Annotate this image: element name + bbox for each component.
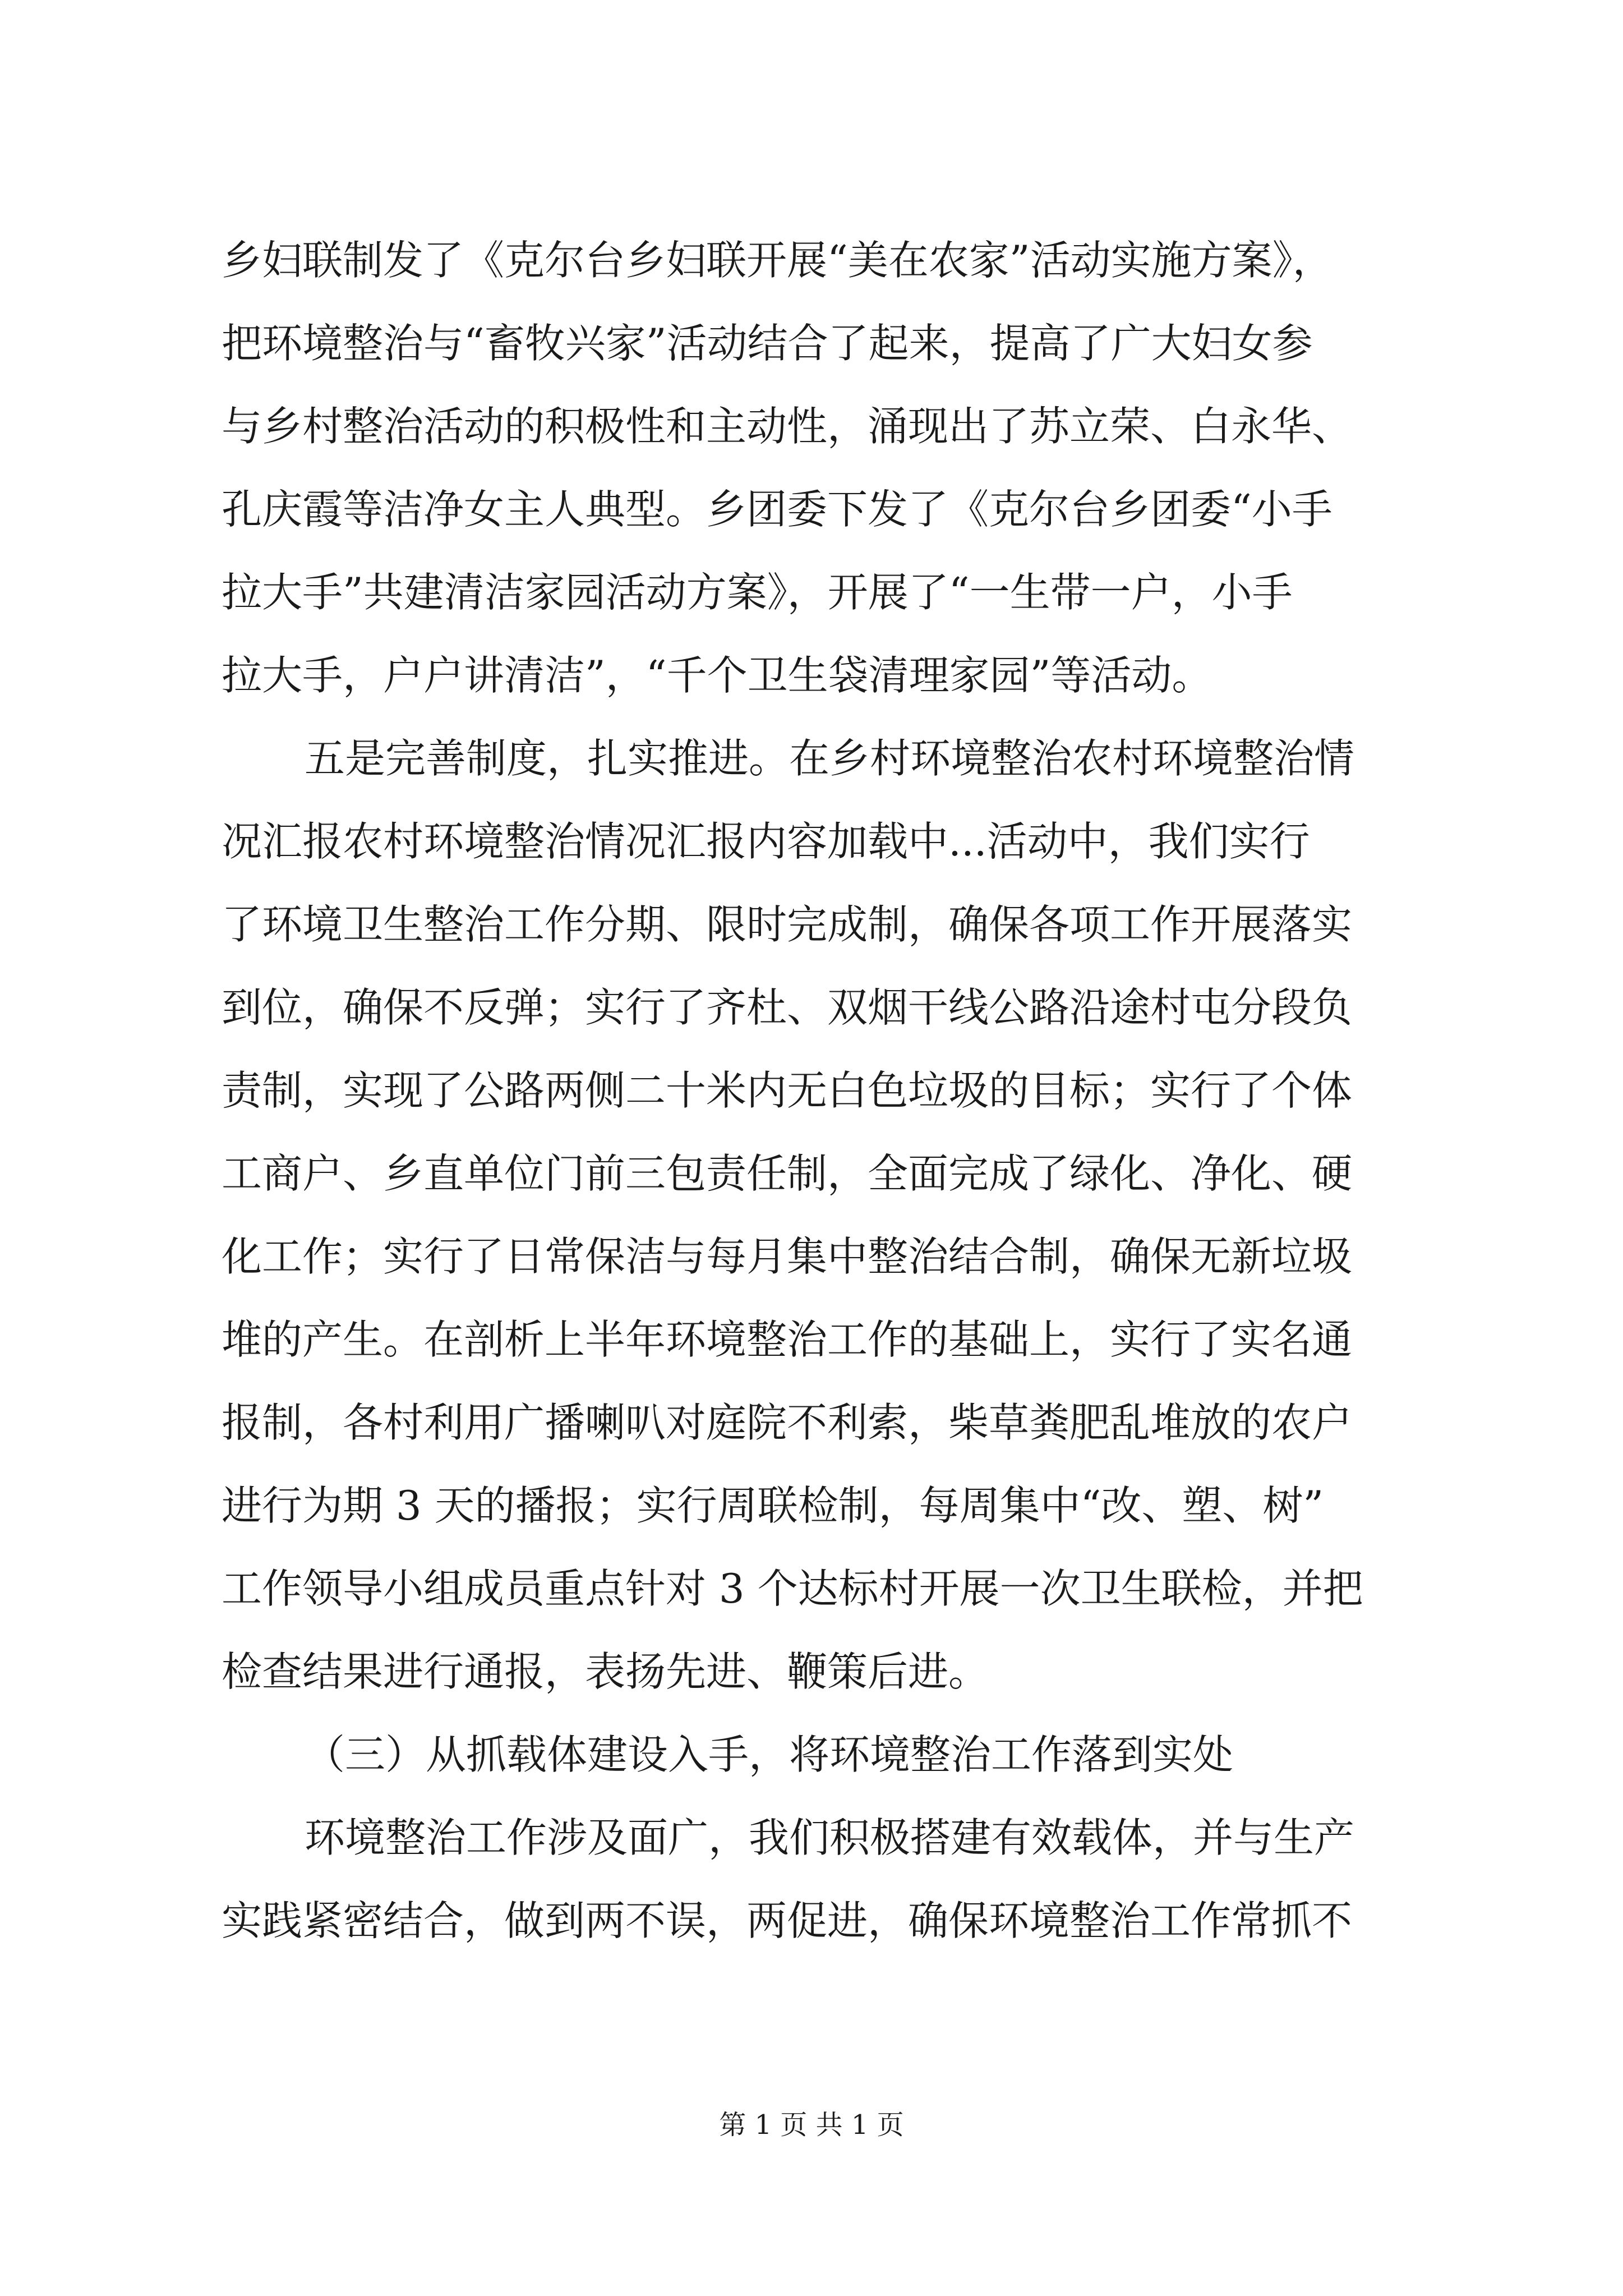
text-line: 与乡村整治活动的积极性和主动性，涌现出了苏立荣、白永华、	[222, 403, 1353, 450]
text-line: 工作领导小组成员重点针对 3 个达标村开展一次卫生联检，并把	[222, 1565, 1363, 1612]
text-line: 况汇报农村环境整治情况汇报内容加载中...活动中，我们实行	[222, 818, 1310, 865]
text-line: 了环境卫生整治工作分期、限时完成制，确保各项工作开展落实	[222, 901, 1353, 948]
text-line: 拉大手”共建清洁家园活动方案》，开展了“一生带一户，小手	[222, 569, 1293, 616]
text-line: 化工作；实行了日常保洁与每月集中整治结合制，确保无新垃圾	[222, 1233, 1353, 1280]
text-line: 孔庆霞等洁净女主人典型。乡团委下发了《克尔台乡团委“小手	[222, 486, 1332, 533]
section-heading: （三）从抓载体建设入手，将环境整治工作落到实处	[305, 1731, 1234, 1778]
text-line: 乡妇联制发了《克尔台乡妇联开展“美在农家”活动实施方案》，	[222, 237, 1333, 284]
text-line: 报制，各村利用广播喇叭对庭院不利索，柴草粪肥乱堆放的农户	[222, 1399, 1353, 1446]
text-line: 把环境整治与“畜牧兴家”活动结合了起来，提高了广大妇女参	[222, 320, 1313, 367]
document-body	[222, 219, 1433, 1962]
text-line: 责制，实现了公路两侧二十米内无白色垃圾的目标；实行了个体	[222, 1067, 1353, 1114]
paragraph-first-line: 环境整治工作涉及面广，我们积极搭建有效载体，并与生产	[305, 1814, 1355, 1861]
text-line: 实践紧密结合，做到两不误，两促进，确保环境整治工作常抓不	[222, 1897, 1353, 1944]
text-line: 堆的产生。在剖析上半年环境整治工作的基础上，实行了实名通	[222, 1316, 1353, 1363]
text-line: 检查结果进行通报，表扬先进、鞭策后进。	[222, 1648, 989, 1695]
paragraph-first-line: 五是完善制度，扎实推进。在乡村环境整治农村环境整治情	[305, 735, 1355, 782]
text-line: 工商户、乡直单位门前三包责任制，全面完成了绿化、净化、硬	[222, 1150, 1353, 1197]
text-line: 进行为期 3 天的播报；实行周联检制，每周集中“改、塑、树”	[222, 1482, 1324, 1529]
text-line: 到位，确保不反弹；实行了齐杜、双烟干线公路沿途村屯分段负	[222, 984, 1353, 1031]
text-line: 拉大手，户户讲清洁”，“千个卫生袋清理家园”等活动。	[222, 652, 1212, 699]
page-footer: 第 1 页 共 1 页	[719, 2109, 904, 2141]
